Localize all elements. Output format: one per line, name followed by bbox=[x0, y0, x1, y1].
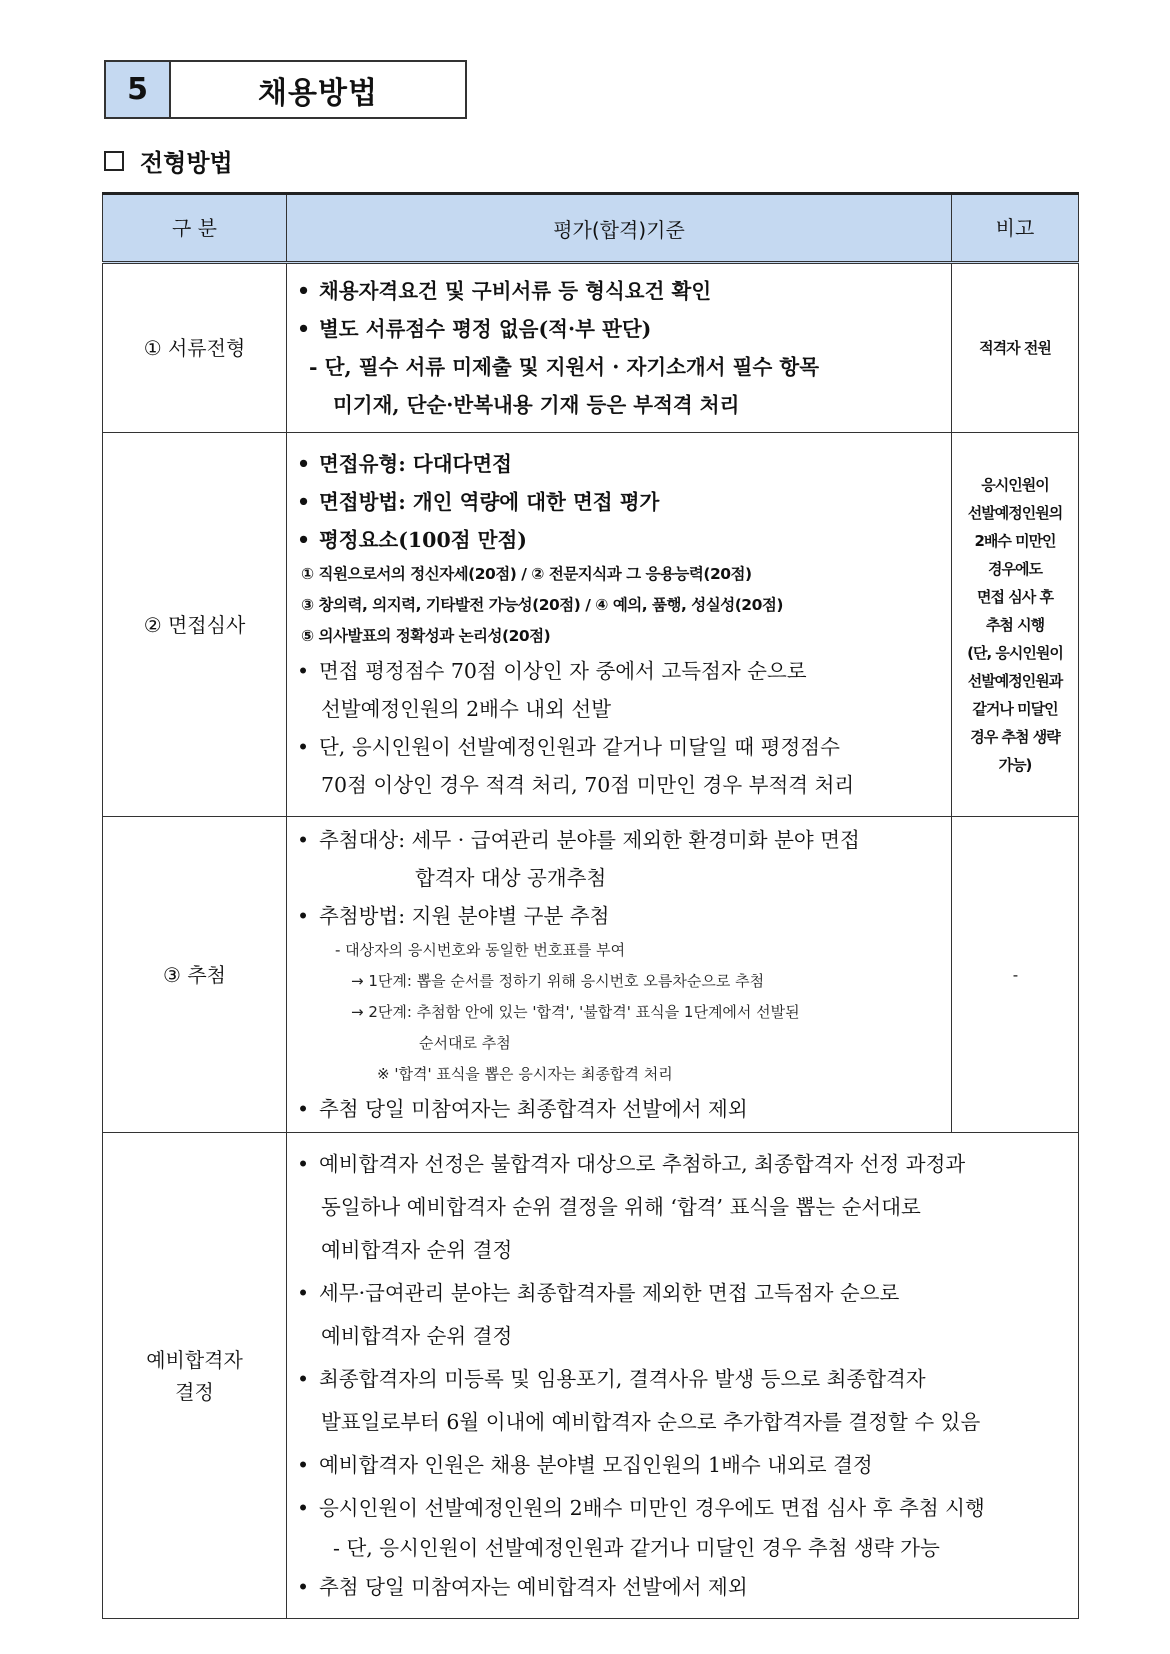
chapter-number: 5 bbox=[106, 62, 171, 117]
criteria-line: • 평정요소(100점 만점) bbox=[297, 521, 941, 559]
scoring-item: ⑤ 의사발표의 정확성과 논리성(20점) bbox=[301, 627, 551, 645]
row-criteria bbox=[287, 433, 952, 817]
step-line: → 2단계: 추첨함 안에 있는 '합격', '불합격' 표식을 1단계에서 선발된 bbox=[351, 1003, 800, 1021]
table-row bbox=[103, 433, 1079, 817]
bullet-icon: • bbox=[297, 735, 310, 759]
criteria-line: • 면접방법: 개인 역량에 대한 면접 평가 bbox=[297, 483, 941, 521]
criteria-subline: - 단, 필수 서류 미제출 및 지원서 · 자기소개서 필수 항목 bbox=[309, 355, 820, 379]
criteria-subline: 미기재, 단순·반복내용 기재 등은 부적격 처리 bbox=[333, 393, 740, 417]
row-category: ③ 추첨 bbox=[103, 817, 287, 1133]
row-criteria bbox=[287, 1133, 1079, 1619]
bullet-icon: • bbox=[297, 659, 310, 683]
row-note: 적격자 전원 bbox=[952, 263, 1079, 433]
table-row bbox=[103, 263, 1079, 433]
bullet-icon: • bbox=[297, 1495, 310, 1520]
criteria-line: • 채용자격요건 및 구비서류 등 형식요건 확인 bbox=[297, 272, 941, 310]
header-criteria: 평가(합격)기준 bbox=[287, 194, 952, 263]
table-row bbox=[103, 1133, 1079, 1619]
table-header-row bbox=[103, 194, 1079, 263]
section-heading bbox=[104, 143, 233, 178]
bullet-icon: • bbox=[297, 452, 311, 476]
bullet-icon: • bbox=[297, 904, 310, 928]
step-continuation: 순서대로 추첨 bbox=[419, 1034, 511, 1052]
criteria-subline: - 대상자의 응시번호와 동일한 번호표를 부여 bbox=[335, 941, 626, 959]
criteria-line: • 면접유형: 다대다면접 bbox=[297, 445, 941, 483]
criteria-continuation: 예비합격자 순위 결정 bbox=[321, 1237, 513, 1262]
criteria-line: • 최종합격자의 미등록 및 임용포기, 결격사유 발생 등으로 최종합격자 bbox=[297, 1358, 1068, 1401]
criteria-line: • 추첨 당일 미참여자는 최종합격자 선발에서 제외 bbox=[297, 1090, 941, 1128]
bullet-icon: • bbox=[297, 1280, 310, 1305]
criteria-line: • 추첨방법: 지원 분야별 구분 추첨 bbox=[297, 897, 941, 935]
bullet-icon: • bbox=[297, 1151, 310, 1176]
criteria-line: • 면접 평정점수 70점 이상인 자 중에서 고득점자 순으로 bbox=[297, 652, 941, 690]
criteria-line: • 예비합격자 인원은 채용 분야별 모집인원의 1배수 내외로 결정 bbox=[297, 1444, 1068, 1487]
bullet-icon: • bbox=[297, 1452, 310, 1477]
bullet-icon: • bbox=[297, 1366, 310, 1391]
criteria-continuation: 합격자 대상 공개추첨 bbox=[415, 866, 607, 890]
header-note: 비고 bbox=[952, 194, 1079, 263]
criteria-continuation: 선발예정인원의 2배수 내외 선발 bbox=[321, 697, 612, 721]
checkbox-square-icon bbox=[104, 151, 124, 171]
bullet-icon: • bbox=[297, 1574, 310, 1599]
chapter-title-box bbox=[104, 60, 467, 119]
chapter-title: 채용방법 bbox=[258, 75, 378, 111]
row-category: 예비합격자 결정 bbox=[103, 1133, 287, 1619]
criteria-line: • 단, 응시인원이 선발예정인원과 같거나 미달일 때 평정점수 bbox=[297, 728, 941, 766]
row-note: 응시인원이 선발예정인원의 2배수 미만인 경우에도 면접 심사 후 추첨 시행 (단, 응시인원이 선발예정인원과 같거나 미달인 경우 추첨 생략 가능) bbox=[952, 433, 1079, 817]
selection-method-table bbox=[102, 192, 1079, 1619]
row-criteria bbox=[287, 263, 952, 433]
row-criteria bbox=[287, 817, 952, 1133]
scoring-item: ① 직원으로서의 정신자세(20점) / ② 전문지식과 그 응용능력(20점) bbox=[301, 565, 752, 583]
section-title: 전형방법 bbox=[140, 148, 233, 177]
criteria-line: • 추첨대상: 세무 · 급여관리 분야를 제외한 환경미화 분야 면접 bbox=[297, 821, 941, 859]
criteria-continuation: 발표일로부터 6월 이내에 예비합격자 순으로 추가합격자를 결정할 수 있음 bbox=[321, 1409, 981, 1434]
bullet-icon: • bbox=[297, 828, 310, 852]
note-line: ※ '합격' 표식을 뽑은 응시자는 최종합격 처리 bbox=[377, 1065, 673, 1083]
step-line: → 1단계: 뽑을 순서를 정하기 위해 응시번호 오름차순으로 추첨 bbox=[351, 972, 765, 990]
criteria-continuation: 예비합격자 순위 결정 bbox=[321, 1323, 513, 1348]
header-category: 구 분 bbox=[103, 194, 287, 263]
bullet-icon: • bbox=[297, 279, 311, 303]
criteria-line: • 별도 서류점수 평정 없음(적·부 판단) bbox=[297, 310, 941, 348]
row-category: ① 서류전형 bbox=[103, 263, 287, 433]
bullet-icon: • bbox=[297, 317, 311, 341]
criteria-subline: - 단, 응시인원이 선발예정인원과 같거나 미달인 경우 추첨 생략 가능 bbox=[333, 1535, 940, 1560]
criteria-line: • 세무·급여관리 분야는 최종합격자를 제외한 면접 고득점자 순으로 bbox=[297, 1272, 1068, 1315]
bullet-icon: • bbox=[297, 490, 311, 514]
criteria-line: • 추첨 당일 미참여자는 예비합격자 선발에서 제외 bbox=[297, 1566, 1068, 1609]
criteria-line: • 응시인원이 선발예정인원의 2배수 미만인 경우에도 면접 심사 후 추첨 시행 bbox=[297, 1487, 1068, 1530]
row-note: - bbox=[952, 817, 1079, 1133]
row-category: ② 면접심사 bbox=[103, 433, 287, 817]
bullet-icon: • bbox=[297, 528, 311, 552]
criteria-continuation: 동일하나 예비합격자 순위 결정을 위해 ‘합격’ 표식을 뽑는 순서대로 bbox=[321, 1194, 921, 1219]
criteria-line: • 예비합격자 선정은 불합격자 대상으로 추첨하고, 최종합격자 선정 과정과 bbox=[297, 1143, 1068, 1186]
scoring-item: ③ 창의력, 의지력, 기타발전 가능성(20점) / ④ 예의, 품행, 성실성(20점) bbox=[301, 596, 783, 614]
table-row bbox=[103, 817, 1079, 1133]
criteria-continuation: 70점 이상인 경우 적격 처리, 70점 미만인 경우 부적격 처리 bbox=[321, 773, 855, 797]
bullet-icon: • bbox=[297, 1097, 310, 1121]
